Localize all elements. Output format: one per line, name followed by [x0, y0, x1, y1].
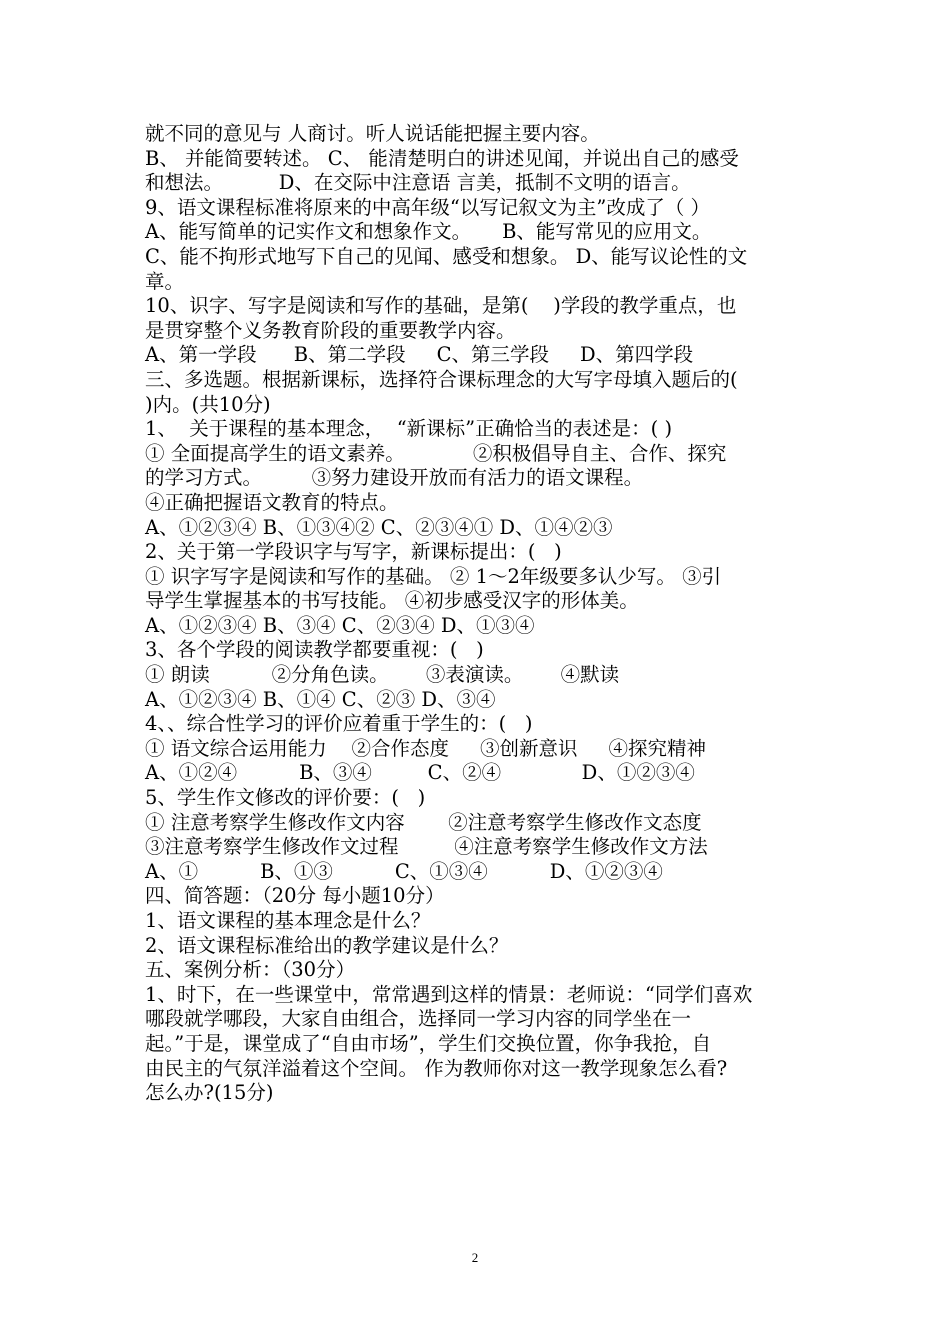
text-line: ① 识字写字是阅读和写作的基础。 ② 1～2年级要多认少写。 ③引 — [145, 564, 722, 588]
text-line: 的学习方式。 ③努力建设开放而有活力的语文课程。 — [145, 466, 644, 490]
text-line: 2、语文课程标准给出的教学建议是什么？ — [145, 933, 509, 957]
text-line: 由民主的气氛洋溢着这个空间。 作为教师你对这一教学现象怎么看? — [145, 1056, 728, 1080]
page-number: 2 — [471, 1250, 479, 1265]
text-line: 导学生掌握基本的书写技能。 ④初步感受汉字的形体美。 — [145, 589, 639, 613]
text-line: 四、简答题：（20分 每小题10分） — [145, 884, 445, 908]
text-line: 章。 — [145, 269, 185, 293]
text-line: 5、学生作文修改的评价要：( ) — [145, 786, 426, 810]
text-line: 1、语文课程的基本理念是什么？ — [145, 909, 431, 932]
text-line: A、① B、①③ C、①③④ D、①②③④ — [145, 859, 663, 883]
text-line: C、能不拘形式地写下自己的见闻、感受和想象。 D、能写议论性的文 — [145, 244, 748, 268]
text-line: 2、关于第一学段识字与写字，新课标提出：( ) — [145, 540, 562, 564]
document-body — [145, 122, 810, 1106]
text-line: 哪段就学哪段，大家自由组合，选择同一学习内容的同学坐在一 — [145, 1007, 692, 1031]
text-line: 就不同的意见与 人商讨。听人说话能把握主要内容。 — [145, 122, 600, 145]
text-line: ① 朗读 ②分角色读。 ③表演读。 ④默读 — [145, 663, 620, 687]
text-line: ① 注意考察学生修改作文内容 ②注意考察学生修改作文态度 — [145, 810, 702, 834]
text-line: 三、多选题。根据新课标，选择符合课标理念的大写字母填入题后的( — [145, 367, 738, 391]
text-line: 10、识字、写字是阅读和写作的基础，是第( )学段的教学重点，也 — [145, 294, 737, 318]
text-line: 1、时下，在一些课堂中，常常遇到这样的情景：老师说：“同学们喜欢 — [145, 982, 753, 1006]
text-line: ① 语文综合运用能力 ②合作态度 ③创新意识 ④探究精神 — [145, 736, 706, 760]
text-line: B、 并能简要转述。 C、 能清楚明白的讲述见闻，并说出自己的感受 — [145, 146, 739, 170]
text-line: A、第一学段 B、第二学段 C、第三学段 D、第四学段 — [145, 343, 694, 367]
text-line: 3、各个学段的阅读教学都要重视：( ) — [145, 638, 484, 662]
text-line: A、①②③④ B、③④ C、②③④ D、①③④ — [145, 613, 535, 637]
text-line: 五、案例分析：（30分） — [145, 958, 356, 982]
text-line: A、①②③④ B、①④ C、②③ D、③④ — [145, 687, 496, 711]
text-line: A、能写简单的记实作文和想象作文。 B、能写常见的应用文。 — [145, 220, 712, 244]
text-line: 1、 关于课程的基本理念， “新课标”正确恰当的表述是：( ) — [145, 417, 673, 441]
text-line: ① 全面提高学生的语文素养。 ②积极倡导自主、合作、探究 — [145, 441, 727, 465]
text-line: ④正确把握语文教育的特点。 — [145, 490, 399, 514]
text-line: A、①②④ B、③④ C、②④ D、①②③④ — [145, 761, 695, 785]
text-line: 4、、综合性学习的评价应着重于学生的：( ) — [145, 712, 533, 736]
text-line: ③注意考察学生修改作文过程 ④注意考察学生修改作文方法 — [145, 835, 708, 859]
text-line: )内。(共10分) — [145, 392, 271, 416]
text-line: 和想法。 D、在交际中注意语 言美，抵制不文明的语言。 — [145, 171, 691, 195]
text-line: 是贯穿整个义务教育阶段的重要教学内容。 — [145, 318, 516, 342]
text-line: 怎么办?(15分) — [145, 1081, 274, 1105]
text-line: 起。”于是，课堂成了“自由市场”，学生们交换位置，你争我抢，自 — [145, 1031, 712, 1055]
text-line: 9、语文课程标准将原来的中高年级“以写记叙文为主”改成了（ ） — [145, 195, 711, 219]
text-line: A、①②③④ B、①③④② C、②③④① D、①④②③ — [145, 515, 613, 539]
